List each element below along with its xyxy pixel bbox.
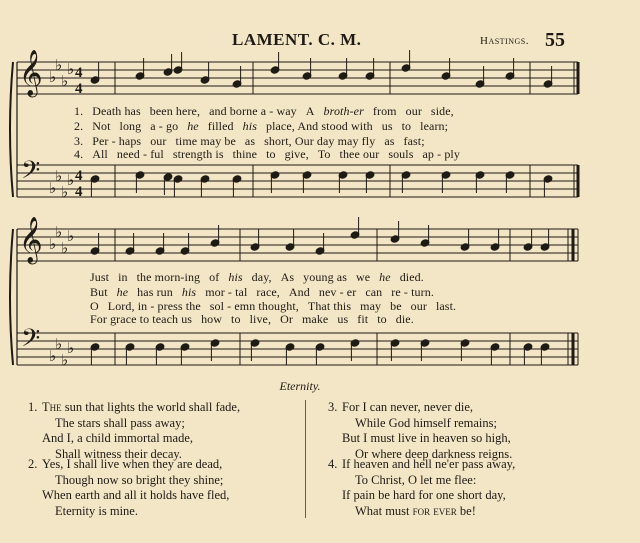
lyric-syllable: as (244, 134, 256, 148)
lyric-syllable: To (317, 147, 331, 161)
poem-line (28, 416, 240, 432)
lyric-syllable: and borne a - way (209, 104, 297, 118)
lyric-syllable: a - go (150, 119, 179, 133)
lyric-syllable: Just (90, 270, 110, 284)
lyric-syllable: young as (303, 270, 347, 284)
lyric-syllable: Death has (92, 104, 141, 118)
flat-icon: ♭ (67, 60, 75, 78)
poem-line-text: sun that lights the world shall fade, (64, 400, 241, 414)
lyric-syllable: re - turn. (391, 285, 434, 299)
poem-line-text: The stars shall pass away; (55, 415, 185, 430)
lyric-syllable: 2. (74, 119, 84, 133)
lyric-line-verse-4 (74, 147, 469, 162)
lyric-syllable: can (365, 285, 383, 299)
flat-icon: ♭ (49, 235, 57, 253)
emphasis-small-caps: for ever (409, 503, 457, 518)
lyric-syllable: our (405, 104, 422, 118)
poem-line (328, 431, 512, 447)
lyric-syllable: As (280, 270, 295, 284)
poem-line (328, 400, 512, 416)
lyric-syllable: to (231, 312, 241, 326)
lyric-syllable: 3. (74, 134, 84, 148)
lyric-syllable: us (337, 312, 349, 326)
time-signature-bottom: 4 (75, 81, 83, 97)
lyric-syllable: long (119, 119, 142, 133)
lyric-syllable: in (118, 270, 128, 284)
flat-icon: ♭ (55, 167, 63, 185)
poem-line-end: be! (456, 503, 476, 518)
poem-line-text: And I, a child immortal made, (42, 431, 194, 445)
lyric-syllable: strength is (172, 147, 224, 161)
lyric-syllable: 1. (74, 104, 84, 118)
lyric-syllable: last. (435, 299, 457, 313)
lyric-syllable: Lord, in - press the (107, 299, 201, 313)
poem-line-text: Yes, I shall live when they are dead, (42, 457, 223, 471)
poem-line-text: If pain be hard for one short day, (342, 488, 506, 502)
poem-line-text: When earth and all it holds have fled, (42, 488, 230, 502)
poem-line-text: For I can never, never die, (342, 400, 474, 414)
poem-line (328, 504, 515, 520)
lyric-syllable: to (401, 119, 412, 133)
poem-line (28, 504, 229, 520)
lyric-syllable: may (360, 299, 382, 313)
lyric-syllable: short, Our day may fly (264, 134, 376, 148)
time-signature-top: 4 (75, 65, 83, 81)
stanza-number: 4. (328, 457, 338, 471)
lyric-syllable: us (381, 119, 393, 133)
stanza-number: 1. (28, 400, 38, 414)
lyric-syllable: time may be (175, 134, 236, 148)
lyric-syllable: mor - tal (205, 285, 248, 299)
lyric-line-verse-2-cont (90, 285, 443, 300)
flat-icon: ♭ (55, 56, 63, 74)
lyric-syllable: die. (395, 312, 414, 326)
lyric-syllable: But (90, 285, 108, 299)
poem-line (28, 400, 240, 416)
flat-icon: ♭ (67, 339, 75, 357)
lyric-syllable: thee our (339, 147, 380, 161)
lyric-line-verse-1 (74, 104, 463, 119)
column-divider (305, 400, 306, 518)
lyric-syllable: his (242, 119, 257, 133)
lyric-syllable: he (116, 285, 129, 299)
flat-icon: ♭ (61, 183, 69, 201)
flat-icon: ♭ (49, 68, 57, 86)
poem-title: Eternity. (279, 379, 321, 393)
lyric-syllable: of (209, 270, 220, 284)
flat-icon: ♭ (55, 335, 63, 353)
lyric-syllable: filled (207, 119, 234, 133)
poem-stanza-3 (328, 400, 512, 462)
poem-line (328, 457, 515, 473)
flat-icon: ♭ (61, 239, 69, 257)
lyric-syllable: to (377, 312, 387, 326)
lyric-syllable: he (379, 270, 391, 284)
poem-line (28, 431, 240, 447)
bass-clef-icon: 𝄢 (21, 156, 41, 191)
poem-stanza-1 (28, 400, 240, 462)
treble-clef-icon: 𝄞 (19, 50, 43, 96)
lyric-syllable: give, (284, 147, 309, 161)
system-brace (10, 229, 13, 365)
flat-icon: ♭ (61, 351, 69, 369)
lyric-syllable: our (410, 299, 427, 313)
lyric-syllable: how (201, 312, 223, 326)
time-signature-bottom: 4 (75, 184, 83, 200)
lyric-syllable: be (390, 299, 402, 313)
lyric-syllable: Not (92, 119, 111, 133)
lyric-syllable: he (187, 119, 199, 133)
lyric-syllable: souls (388, 147, 414, 161)
poem-line-text: Shall witness their decay. (55, 446, 182, 461)
lyric-syllable: place, And stood with (265, 119, 373, 133)
lyric-syllable: been here, (149, 104, 201, 118)
lyric-syllable: the morn-ing (136, 270, 201, 284)
lyric-syllable: race, (256, 285, 280, 299)
lyric-syllable: live, (249, 312, 272, 326)
lyric-syllable: side, (430, 104, 454, 118)
flat-icon: ♭ (67, 171, 75, 189)
lyric-syllable: our (150, 134, 167, 148)
lyric-syllable: thine (232, 147, 258, 161)
lyric-syllable: to (266, 147, 276, 161)
stanza-number: 3. (328, 400, 338, 414)
poem-stanza-4 (328, 457, 515, 519)
lyric-syllable: All (92, 147, 108, 161)
lyric-syllable: we (355, 270, 371, 284)
lyric-syllable: has run (137, 285, 173, 299)
lyric-syllable: A (305, 104, 315, 118)
lyric-syllable: fit (357, 312, 369, 326)
poem-line-text: What must (355, 503, 410, 518)
stanza-number: 2. (28, 457, 38, 471)
lyric-syllable: And (288, 285, 310, 299)
lyric-syllable: fast; (403, 134, 425, 148)
bass-clef-icon: 𝄢 (21, 324, 41, 359)
lyric-syllable: make (301, 312, 329, 326)
lyric-line-verse-1-cont (90, 270, 433, 285)
poem-line-text: But I must live in heaven so high, (342, 431, 511, 445)
hymn-title: LAMENT. C. M. (232, 30, 362, 49)
treble-clef-icon: 𝄞 (19, 217, 43, 263)
lyric-syllable: 4. (74, 147, 84, 161)
lyric-syllable: his (228, 270, 243, 284)
lyric-syllable: as (384, 134, 395, 148)
lyric-syllable: broth-er (323, 104, 364, 118)
flat-icon: ♭ (61, 72, 69, 90)
poem-line (328, 488, 515, 504)
time-signature-top: 4 (75, 168, 83, 184)
poem-line (28, 488, 229, 504)
flat-icon: ♭ (49, 347, 57, 365)
lyric-syllable: died. (399, 270, 424, 284)
lyric-line-verse-2 (74, 119, 457, 134)
flat-icon: ♭ (67, 227, 75, 245)
lyric-syllable: need - ful (116, 147, 164, 161)
poem-line-text: If heaven and hell ne'er pass away, (342, 457, 516, 471)
lyric-syllable: Per - haps (92, 134, 142, 148)
poem-line-text: While God himself remains; (355, 415, 497, 430)
lyric-syllable: O (90, 299, 99, 313)
poem-line-text: Or where deep darkness reigns. (355, 446, 513, 461)
flat-icon: ♭ (55, 223, 63, 241)
poem-stanza-2 (28, 457, 229, 519)
flat-icon: ♭ (49, 179, 57, 197)
poem-line-text: Though now so bright they shine; (55, 472, 224, 487)
poem-line (328, 416, 512, 432)
lyric-syllable: ap - ply (422, 147, 460, 161)
lyric-syllable: nev - er (318, 285, 357, 299)
stanza-first-word: The (42, 400, 65, 414)
poem-line (28, 457, 229, 473)
lyric-syllable: day, (251, 270, 272, 284)
system-brace (10, 62, 13, 197)
lyric-syllable: his (181, 285, 197, 299)
lyric-syllable: That this (307, 299, 352, 313)
lyric-syllable: For grace to teach us (90, 312, 193, 326)
lyric-syllable: learn; (420, 119, 449, 133)
composer-name: Hastings. (480, 35, 529, 47)
lyric-syllable: from (372, 104, 397, 118)
poem-line-text: To Christ, O let me flee: (355, 472, 477, 487)
lyric-line-verse-4-cont (90, 312, 423, 327)
poem-line (28, 473, 229, 489)
poem-line (328, 473, 515, 489)
page-number: 55 (545, 29, 565, 51)
lyric-syllable: Or (280, 312, 293, 326)
lyric-syllable: sol - emn thought, (209, 299, 299, 313)
poem-line-text: Eternity is mine. (55, 503, 138, 518)
